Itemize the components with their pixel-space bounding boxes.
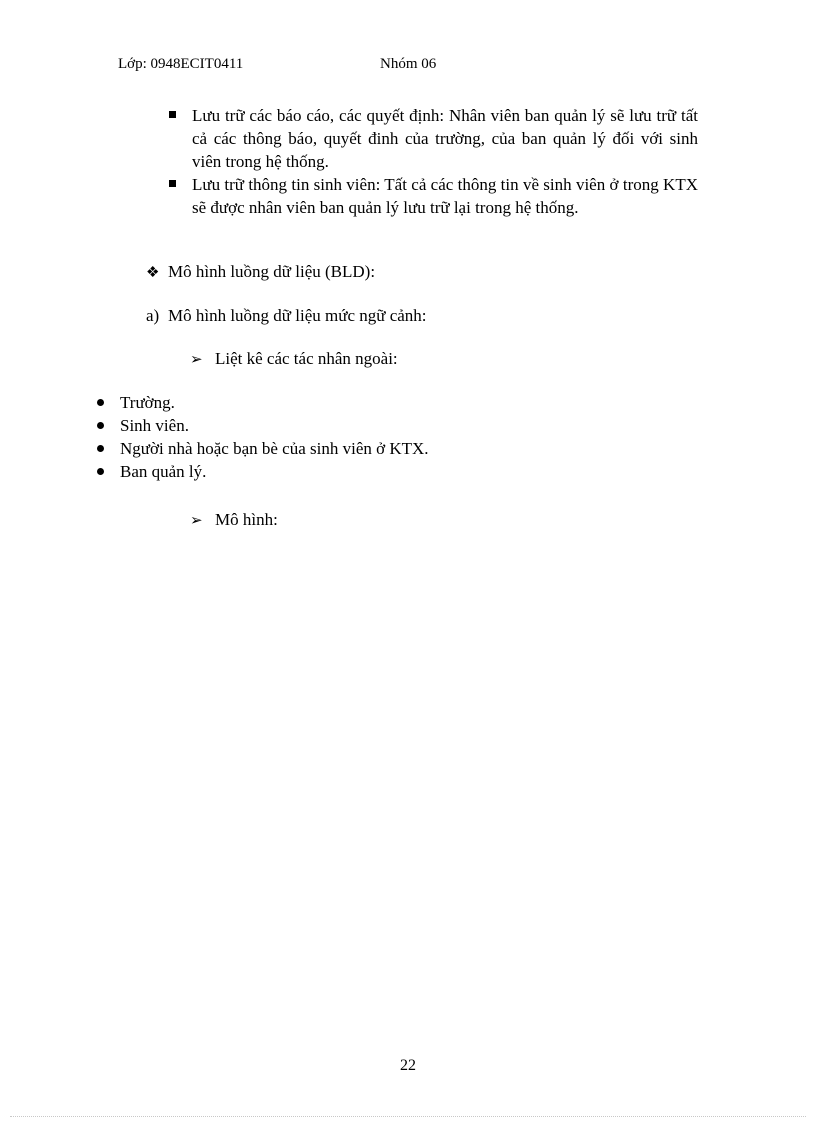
actors-heading (190, 347, 398, 372)
list-item-text: Sinh viên. (120, 416, 189, 435)
list-item-text: Trường. (120, 393, 175, 412)
diamond-bullet-icon: ❖ (146, 265, 160, 281)
storage-list (165, 104, 698, 219)
list-item (165, 173, 698, 219)
list-item-text: Lưu trữ các báo cáo, các quyết định: Nhân viên ban quản lý sẽ lưu trữ tất cả các thông báo, quyết đinh của trường, của ban quản lý đối với sinh viên trong hệ thống. (192, 106, 698, 171)
square-bullet-icon (169, 111, 176, 118)
list-item (165, 104, 698, 173)
model-heading-text: Mô hình: (215, 510, 278, 529)
list-item (94, 437, 429, 460)
dot-bullet-icon (97, 399, 104, 406)
list-item-text: Ban quản lý. (120, 462, 207, 481)
sub-heading-label: a) (146, 306, 160, 325)
actors-heading-text: Liệt kê các tác nhân ngoài: (215, 349, 398, 368)
arrow-bullet-icon: ➢ (190, 352, 203, 368)
header-group-label: Nhóm 06 (380, 56, 437, 72)
dot-bullet-icon (97, 468, 104, 475)
list-item (94, 460, 429, 483)
actors-list (94, 391, 429, 483)
list-item-text: Người nhà hoặc bạn bè của sinh viên ở KTX. (120, 439, 429, 458)
dot-bullet-icon (97, 422, 104, 429)
arrow-bullet-icon: ➢ (190, 513, 203, 529)
page-number: 22 (400, 1057, 416, 1074)
sub-heading-text: Mô hình luồng dữ liệu mức ngữ cảnh: (168, 306, 427, 325)
section-heading (146, 260, 375, 285)
list-item (94, 391, 429, 414)
square-bullet-icon (169, 180, 176, 187)
section-heading-text: Mô hình luồng dữ liệu (BLD): (168, 262, 376, 281)
model-heading (190, 508, 278, 533)
page-edge-divider (10, 1116, 806, 1117)
sub-heading (146, 304, 427, 327)
list-item-text: Lưu trữ thông tin sinh viên: Tất cả các thông tin về sinh viên ở trong KTX sẽ được nhân viên ban quản lý lưu trữ lại trong hệ thống. (192, 175, 698, 217)
list-item (94, 414, 429, 437)
dot-bullet-icon (97, 445, 104, 452)
header-class-label: Lớp: 0948ECIT0411 (118, 56, 244, 72)
